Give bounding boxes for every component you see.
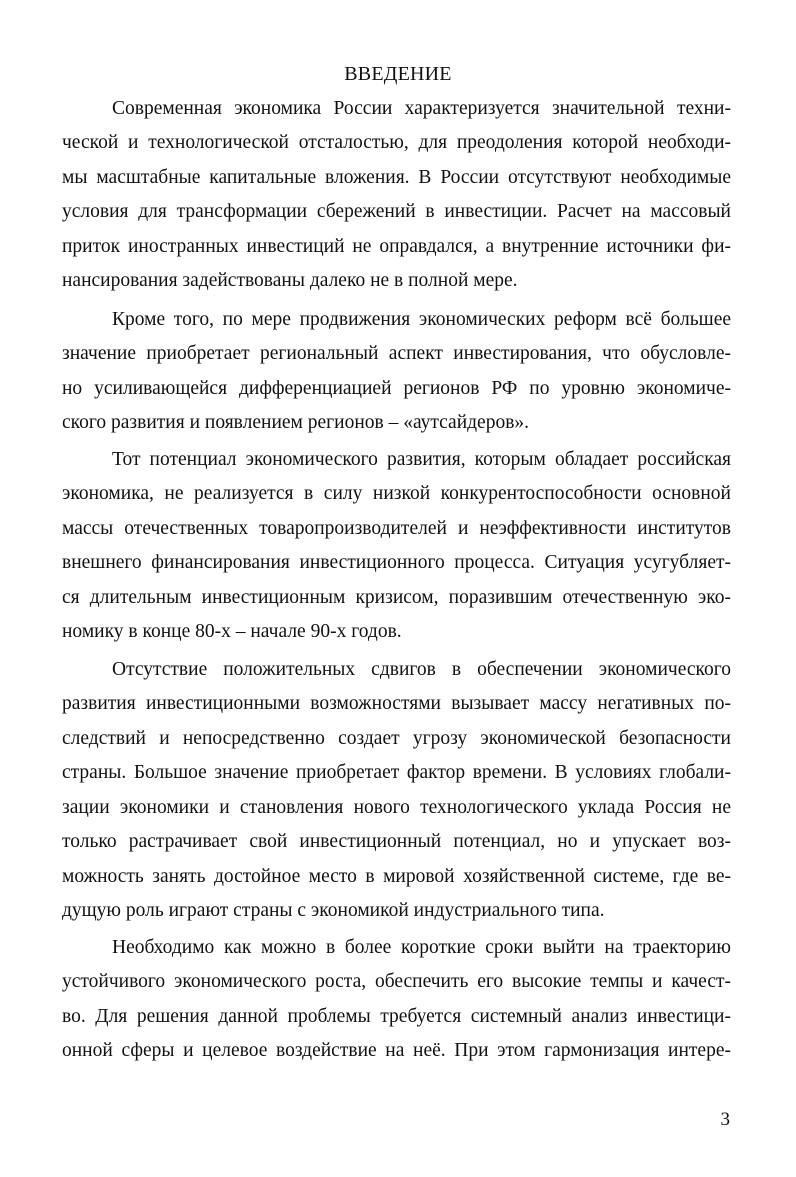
paragraph-4-line-3: следствий и непосредственно создает угрозу экономической безопасности: [62, 728, 731, 749]
paragraph-2-line-2: значение приобретает региональный аспект инвестирования, что обусловле-: [62, 343, 731, 364]
paragraph-3-line-4: внешнего финансирования инвестиционного процесса. Ситуация усугубляет-: [62, 552, 731, 573]
page-number: 3: [720, 1109, 730, 1130]
paragraph-5-line-4: онной сферы и целевое воздействие на неё. При этом гармонизация интере-: [62, 1040, 731, 1061]
section-heading: ВВЕДЕНИЕ: [344, 63, 452, 85]
paragraph-3-line-1: Тот потенциал экономического развития, которым обладает российская: [112, 449, 731, 470]
paragraph-5-line-3: во. Для решения данной проблемы требуется системный анализ инвестици-: [62, 1006, 731, 1027]
paragraph-4-line-2: развития инвестиционными возможностями вызывает массу негативных по-: [62, 693, 731, 714]
paragraph-3-line-5: ся длительным инвестиционным кризисом, поразившим отечественную эко-: [62, 587, 731, 608]
paragraph-4-line-5: зации экономики и становления нового технологического уклада Россия не: [62, 797, 731, 818]
paragraph-1-line-1: Современная экономика России характеризуется значительной техни-: [112, 98, 731, 119]
paragraph-3-line-3: массы отечественных товаропроизводителей и неэффективности институтов: [62, 518, 731, 539]
paragraph-1-line-5: приток иностранных инвестиций не оправдался, а внутренние источники фи-: [62, 236, 731, 257]
paragraph-5-line-2: устойчивого экономического роста, обеспечить его высокие темпы и качест-: [62, 971, 731, 992]
paragraph-1-line-6: нансирования задействованы далеко не в полной мере.: [62, 270, 518, 291]
paragraph-2-line-4: ского развития и появлением регионов – «аутсайдеров».: [62, 412, 530, 433]
paragraph-4-line-1: Отсутствие положительных сдвигов в обеспечении экономического: [112, 659, 731, 680]
paragraph-4-line-8: дущую роль играют страны с экономикой индустриального типа.: [62, 900, 605, 921]
paragraph-4-line-7: можность занять достойное место в мировой хозяйственной системе, где ве-: [62, 866, 731, 887]
paragraph-4-line-6: только растрачивает свой инвестиционный потенциал, но и упускает воз-: [62, 831, 731, 852]
paragraph-1-line-3: мы масштабные капитальные вложения. В России отсутствуют необходимые: [62, 167, 731, 188]
paragraph-2-line-1: Кроме того, по мере продвижения экономических реформ всё большее: [112, 309, 731, 330]
paragraph-1-line-2: ческой и технологической отсталостью, для преодоления которой необходи-: [62, 132, 731, 153]
paragraph-4-line-4: страны. Большое значение приобретает фактор времени. В условиях глобали-: [62, 762, 731, 783]
paragraph-5-line-1: Необходимо как можно в более короткие сроки выйти на траекторию: [112, 937, 731, 958]
paragraph-3-line-2: экономика, не реализуется в силу низкой конкурентоспособности основной: [62, 483, 731, 504]
paragraph-1-line-4: условия для трансформации сбережений в инвестиции. Расчет на массовый: [62, 201, 731, 222]
paragraph-3-line-6: номику в конце 80-х – начале 90-х годов.: [62, 621, 402, 642]
paragraph-2-line-3: но усиливающейся дифференциацией регионов РФ по уровню экономиче-: [62, 378, 731, 399]
